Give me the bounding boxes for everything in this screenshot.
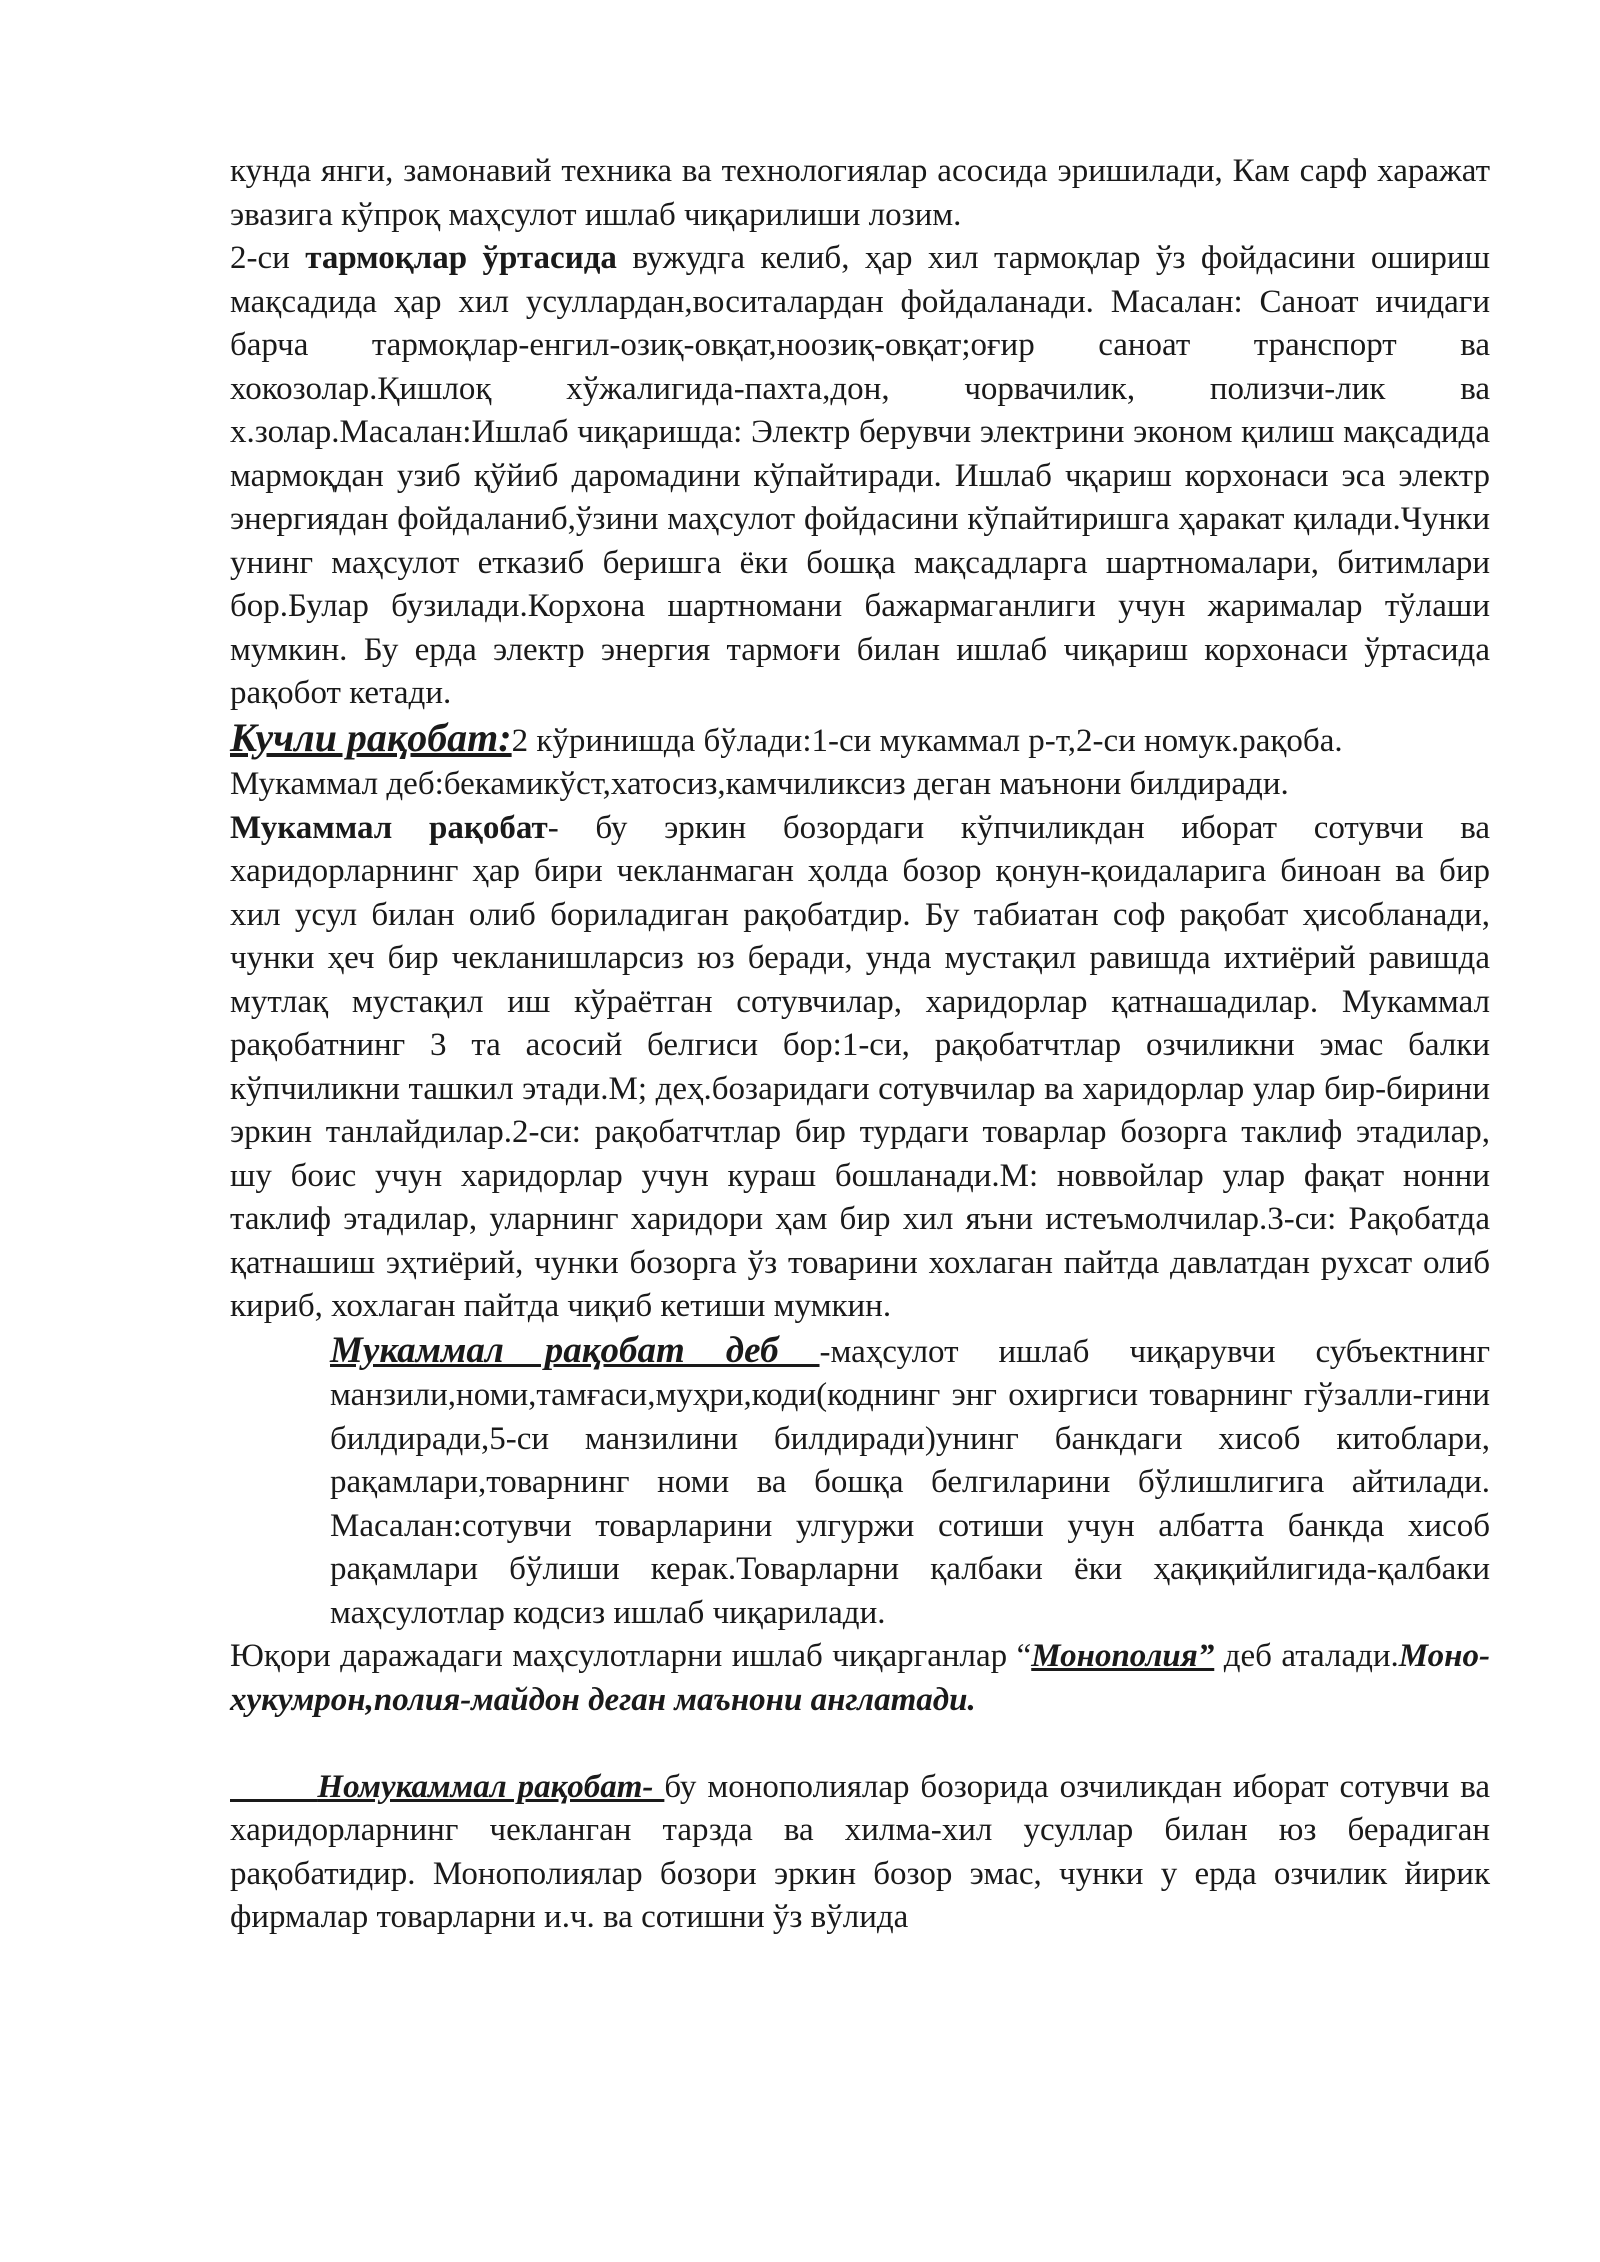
paragraph-intro: кунда янги, замонавий техника ва технологиялар асосида эришилади, Кам сарф харажат эвазига кўпроқ маҳсулот ишлаб чиқарилиши лозим. bbox=[230, 153, 1490, 233]
term-perfect-competition: Мукаммал рақобат bbox=[230, 809, 548, 846]
paragraph-perfect-definition: Мукаммал деб:бекамикўст,хатосиз,камчиликсиз деган маънони билдиради. bbox=[230, 766, 1289, 802]
heading-strong-competition: Кучли рақобат: bbox=[230, 714, 512, 760]
underline-spacer bbox=[230, 1769, 317, 1805]
term-monopoly: Монополия” bbox=[1031, 1638, 1215, 1674]
paragraph-between-sectors: 2-си тармоқлар ўртасида вужудга келиб, ҳар хил тармоқлар ўз фойдасини ошириш мақсадида ҳар хил усуллардан,воситалардан фойдаланади. Масалан: Саноат ичидаги барча тармоқлар-енгил-озиқ-овқат,ноозиқ-овқат;оғир саноат транспорт ва хокозолар.Қишлоқ хўжалигида-пахта,дон, чорвачилик, полизчи-лик ва х.золар.Масалан:Ишлаб чиқаришда: Электр берувчи электрини эконом қилиш мақсадида мармоқдан узиб қўйиб даромадини кўпайтиради. Ишлаб чқариш корхонаси эса электр энергиядан фойдаланиб,ўзини маҳсулот фойдасини кўпайтиришга ҳаракат қилади.Чунки унинг маҳсулот етказиб беришга ёки бошқа мақсадларга шартномалари, битимлари бор.Булар бузилади.Корхона шартномани бажармаганлиги учун жарималар тўлаши мумкин. Бу ерда электр энергия тармоғи билан ишлаб чиқариш корхонаси ўртасида рақобот кетади. bbox=[230, 240, 1490, 711]
monopoly-etymology: Моно- хукумрон,полия-майдон деган маънони англатади. bbox=[230, 1638, 1490, 1718]
paragraph-perfect-competition-def: Мукаммал рақобат деб -маҳсулот ишлаб чиқарувчи субъектнинг манзили,номи,тамғаси,муҳри,коди(коднинг энг охиргиси товарнинг гўзалли-гини билдиради,5-си манзилини билдиради)унинг банкдаги хисоб китоблари, рақамлари,товарнинг номи ва бошқа белгиларини бўлишлигига айтилади. Масалан:сотувчи товарларини улгуржи сотиши учун албатта банкда хисоб рақамлари бўлиши керак.Товарларни қалбаки ёки ҳақиқийлигида-қалбаки маҳсулотлар кодсиз ишлаб чиқарилади. bbox=[330, 1329, 1490, 1631]
document-body bbox=[230, 150, 1490, 1940]
paragraph-monopoly: Юқори даражадаги маҳсулотларни ишлаб чиқарганлар “Монополия” деб аталади.Моно- хукумрон,полия-майдон деган маънони англатади. bbox=[230, 1638, 1490, 1718]
blank-line bbox=[230, 1722, 1490, 1766]
heading-imperfect-competition: Номукаммал рақобат- bbox=[317, 1768, 665, 1805]
paragraph-strong-competition: Кучли рақобат:2 кўринишда бўлади:1-си мукаммал р-т,2-си номук.рақоба. bbox=[230, 714, 1343, 760]
heading-perfect-competition-def: Мукаммал рақобат деб bbox=[330, 1329, 820, 1371]
paragraph-perfect-competition: Мукаммал рақобат- бу эркин бозордаги кўпчиликдан иборат сотувчи ва харидорларнинг ҳар бири чекланмаган ҳолда бозор қонун-қоидаларига биноан ва бир хил усул билан олиб бориладиган рақобатдир. Бу табиатан соф рақобат ҳисобланади, чунки ҳеч бир чекланишларсиз юз беради, унда мустақил равишда ихтиёрий равишда мутлақ мустақил иш кўраётган сотувчилар, харидорлар қатнашадилар. Мукаммал рақобатнинг 3 та асосий белгиси бор:1-си, рақобатчтлар озчиликни эмас балки кўпчиликни ташкил этади.М; деҳ.бозаридаги сотувчилар ва харидорлар улар бир-бирини эркин танлайдилар.2-си: рақобатчтлар бир турдаги товарлар бозорга таклиф этадилар, шу боис учун харидорлар учун кураш бошланади.М: новвойлар улар фақат нонни таклиф этадилар, уларнинг харидори ҳам бир хил яъни истеъмолчилар.3-си: Рақобатда қатнашиш эҳтиёрий, чунки бозорга ўз товарини хохлаган пайтда давлатдан рухсат олиб кириб, хохлаган пайтда чиқиб кетиши мумкин. bbox=[230, 809, 1490, 1324]
term-between-sectors: тармоқлар ўртасида bbox=[305, 240, 617, 276]
paragraph-imperfect-competition: Номукаммал рақобат- бу монополиялар бозорида озчиликдан иборат сотувчи ва харидорларнинг чекланган тарзда ва хилма-хил усуллар билан юз берадиган рақобатидир. Монополиялар бозори эркин бозор эмас, чунки у ерда озчилик йирик фирмалар товарларни и.ч. ва сотишни ўз вўлида bbox=[230, 1768, 1490, 1935]
